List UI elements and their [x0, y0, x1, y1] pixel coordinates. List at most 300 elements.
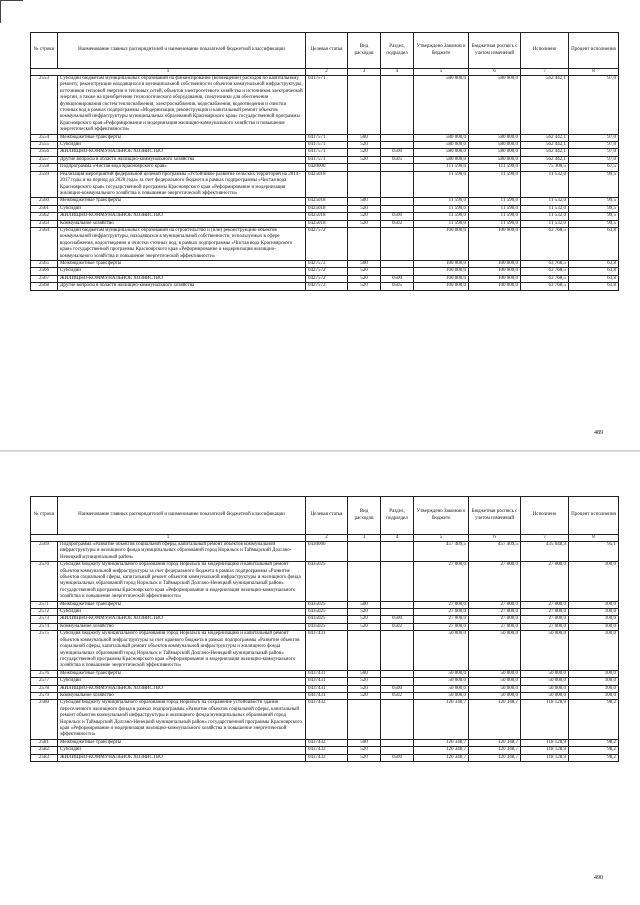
row-number: 2577: [31, 678, 58, 685]
row-percent: 95,1: [569, 542, 619, 562]
row-approved: 120 348,7: [414, 739, 469, 746]
row-list: 111 590,0: [469, 164, 521, 171]
row-percent: 97,0: [569, 134, 619, 141]
row-executed: 27 000,0: [521, 623, 569, 630]
row-approved: 120 348,7: [414, 700, 469, 739]
column-number: 6: [469, 69, 521, 76]
column-number: 5: [414, 535, 469, 542]
row-target: 0437432: [306, 700, 348, 739]
row-number: 2566: [31, 268, 58, 275]
row-approved: 50 000,0: [414, 692, 469, 699]
row-name: Коммунальное хозяйство: [58, 220, 306, 227]
row-number: 2569: [31, 542, 58, 562]
row-percent: 63,8: [569, 268, 619, 275]
column-number: 6: [469, 535, 521, 542]
row-expense-type: 520: [348, 754, 381, 761]
row-number: 2553: [31, 76, 58, 135]
column-number: 7: [521, 535, 569, 542]
header-list: Бюджетная роспись с учетом изменений: [469, 497, 521, 535]
row-percent: 99,5: [569, 205, 619, 212]
row-name: Другие вопросы в области жилищно-коммунального хозяйства: [58, 283, 306, 290]
header-name: Наименование главных распорядителей и наименование показателей бюджетной классификации: [58, 497, 306, 535]
row-section: 0505: [381, 283, 414, 290]
row-executed: 63 768,5: [521, 227, 569, 260]
header-expense-type: Вид расходов: [348, 33, 381, 69]
row-name: Межбюджетные трансферты: [58, 198, 306, 205]
row-section: 0502: [381, 692, 414, 699]
row-percent: 97,0: [569, 142, 619, 149]
header-approved: Утверждено Законом о бюджете: [414, 497, 469, 535]
row-percent: 67,5: [569, 164, 619, 171]
row-target: 0437431: [306, 678, 348, 685]
row-approved: 100 000,0: [414, 275, 469, 282]
row-approved: 11 590,0: [414, 220, 469, 227]
document-page-490: [0, 452, 640, 905]
row-number: 2567: [31, 275, 58, 282]
header-name: Наименование главных распорядителей и наименование показателей бюджетной классификации: [58, 33, 306, 69]
row-expense-type: 520: [348, 609, 381, 616]
row-approved: 50 000,0: [414, 678, 469, 685]
row-number: 2572: [31, 609, 58, 616]
row-number: 2568: [31, 283, 58, 290]
row-percent: 97,0: [569, 156, 619, 163]
row-approved: 11 590,0: [414, 205, 469, 212]
row-expense-type: 500: [348, 670, 381, 677]
budget-table: [30, 32, 619, 291]
row-approved: 580 000,0: [414, 76, 469, 135]
row-executed: 50 000,0: [521, 692, 569, 699]
row-executed: 63 768,5: [521, 268, 569, 275]
row-name: Субсидии: [58, 142, 306, 149]
column-number: 4: [381, 535, 414, 542]
row-target: 0437431: [306, 631, 348, 670]
row-list: 580 000,0: [469, 142, 521, 149]
table-row: [31, 739, 619, 746]
row-executed: 63 768,5: [521, 260, 569, 267]
row-target: 0425018: [306, 213, 348, 220]
row-executed: 11 532,0: [521, 205, 569, 212]
row-section: [381, 670, 414, 677]
row-percent: 100,0: [569, 623, 619, 630]
row-expense-type: 520: [348, 213, 381, 220]
row-percent: 99,5: [569, 213, 619, 220]
row-name: Подпрограмма «Чистая вода Красноярского края»: [58, 164, 306, 171]
row-section: [381, 198, 414, 205]
row-name: ЖИЛИЩНО-КОММУНАЛЬНОЕ ХОЗЯЙСТВО: [58, 213, 306, 220]
row-expense-type: [348, 227, 381, 260]
column-number-row: [31, 69, 619, 76]
column-number: 2: [306, 535, 348, 542]
row-percent: 63,8: [569, 283, 619, 290]
table-row: [31, 213, 619, 220]
row-section: 0500: [381, 213, 414, 220]
row-name: Межбюджетные трансферты: [58, 134, 306, 141]
row-number: 2562: [31, 213, 58, 220]
row-target: 0437431: [306, 685, 348, 692]
table-row: [31, 754, 619, 761]
row-target: 0417571: [306, 134, 348, 141]
table-row: [31, 149, 619, 156]
row-target: 0425018: [306, 171, 348, 198]
row-executed: 118 128,9: [521, 747, 569, 754]
row-target: 0437431: [306, 692, 348, 699]
row-list: 50 000,0: [469, 685, 521, 692]
row-list: 50 000,0: [469, 670, 521, 677]
column-number: 1: [31, 69, 306, 76]
table-row: [31, 562, 619, 601]
row-executed: 50 000,0: [521, 678, 569, 685]
row-target: 0417571: [306, 156, 348, 163]
row-expense-type: 520: [348, 616, 381, 623]
row-percent: 63,8: [569, 260, 619, 267]
row-name: ЖИЛИЩНО-КОММУНАЛЬНОЕ ХОЗЯЙСТВО: [58, 685, 306, 692]
row-expense-type: [348, 700, 381, 739]
row-number: 2583: [31, 754, 58, 761]
row-number: 2563: [31, 220, 58, 227]
scan-corner-mark: [0, 0, 23, 23]
header-percent: Процент исполнения: [569, 33, 619, 69]
row-approved: 100 000,0: [414, 283, 469, 290]
row-name: Межбюджетные трансферты: [58, 739, 306, 746]
row-name: Межбюджетные трансферты: [58, 260, 306, 267]
table-row: [31, 623, 619, 630]
row-approved: 50 000,0: [414, 631, 469, 670]
row-approved: 111 590,0: [414, 164, 469, 171]
table-row: [31, 609, 619, 616]
row-executed: 562 442,1: [521, 76, 569, 135]
row-name: Субсидии: [58, 678, 306, 685]
row-percent: 97,0: [569, 149, 619, 156]
row-executed: 562 442,1: [521, 149, 569, 156]
row-section: [381, 76, 414, 135]
row-number: 2571: [31, 601, 58, 608]
row-number: 2557: [31, 156, 58, 163]
row-list: 100 000,0: [469, 227, 521, 260]
row-section: [381, 134, 414, 141]
row-list: 50 000,0: [469, 631, 521, 670]
row-expense-type: [348, 542, 381, 562]
row-number: 2580: [31, 700, 58, 739]
row-executed: 50 000,0: [521, 670, 569, 677]
row-list: 100 000,0: [469, 275, 521, 282]
table-row: [31, 678, 619, 685]
row-executed: 63 768,5: [521, 275, 569, 282]
row-section: [381, 142, 414, 149]
row-section: 0500: [381, 685, 414, 692]
row-number: 2579: [31, 692, 58, 699]
row-executed: 27 000,0: [521, 562, 569, 601]
row-approved: 100 000,0: [414, 260, 469, 267]
row-section: [381, 268, 414, 275]
row-expense-type: 520: [348, 692, 381, 699]
row-approved: 27 000,0: [414, 562, 469, 601]
row-section: [381, 700, 414, 739]
row-list: 11 590,0: [469, 220, 521, 227]
row-name: Субсидии: [58, 609, 306, 616]
row-section: [381, 609, 414, 616]
row-list: 11 590,0: [469, 171, 521, 198]
row-list: 580 000,0: [469, 76, 521, 135]
document-page-489: [0, 0, 640, 450]
row-expense-type: 520: [348, 268, 381, 275]
row-number: 2564: [31, 227, 58, 260]
row-expense-type: 500: [348, 260, 381, 267]
header-section: Раздел, подраздел: [381, 497, 414, 535]
row-target: 0435025: [306, 623, 348, 630]
row-name: Другие вопросы в области жилищно-коммунального хозяйства: [58, 156, 306, 163]
table-row: [31, 601, 619, 608]
row-name: ЖИЛИЩНО-КОММУНАЛЬНОЕ ХОЗЯЙСТВО: [58, 275, 306, 282]
row-list: 50 000,0: [469, 678, 521, 685]
table-row: [31, 156, 619, 163]
row-approved: 11 590,0: [414, 213, 469, 220]
row-list: 100 000,0: [469, 283, 521, 290]
row-number: 2576: [31, 670, 58, 677]
column-number: 2: [306, 69, 348, 76]
header-row-no: № строки: [31, 497, 58, 535]
row-expense-type: [348, 631, 381, 670]
row-percent: 100,0: [569, 670, 619, 677]
row-number: 2570: [31, 562, 58, 601]
row-target: 0437432: [306, 747, 348, 754]
row-target: 0437432: [306, 754, 348, 761]
column-number: 3: [348, 69, 381, 76]
row-percent: 100,0: [569, 601, 619, 608]
row-target: 0425018: [306, 198, 348, 205]
row-target: 0435025: [306, 601, 348, 608]
row-list: 27 000,0: [469, 562, 521, 601]
row-approved: 50 000,0: [414, 685, 469, 692]
row-executed: 27 000,0: [521, 616, 569, 623]
row-list: 120 348,7: [469, 747, 521, 754]
row-expense-type: 500: [348, 739, 381, 746]
table-body: [31, 76, 619, 291]
row-number: 2556: [31, 149, 58, 156]
row-percent: 98,2: [569, 739, 619, 746]
row-percent: 63,8: [569, 275, 619, 282]
row-approved: 50 000,0: [414, 670, 469, 677]
row-approved: 11 590,0: [414, 198, 469, 205]
row-percent: 97,0: [569, 76, 619, 135]
row-expense-type: [348, 76, 381, 135]
row-section: 0500: [381, 616, 414, 623]
row-list: 120 348,7: [469, 700, 521, 739]
row-list: 580 000,0: [469, 134, 521, 141]
table-row: [31, 164, 619, 171]
row-target: 0437432: [306, 739, 348, 746]
row-list: 27 000,0: [469, 616, 521, 623]
row-section: [381, 739, 414, 746]
row-approved: 580 000,0: [414, 156, 469, 163]
row-target: 0435025: [306, 562, 348, 601]
row-target: 0420000: [306, 164, 348, 171]
row-expense-type: [348, 562, 381, 601]
column-number: 7: [521, 69, 569, 76]
row-approved: 27 000,0: [414, 616, 469, 623]
row-target: 0435025: [306, 616, 348, 623]
table-body: [31, 542, 619, 762]
row-target: 0430000: [306, 542, 348, 562]
row-list: 100 000,0: [469, 268, 521, 275]
row-target: 0435025: [306, 609, 348, 616]
row-section: [381, 171, 414, 198]
row-percent: 98,2: [569, 700, 619, 739]
row-list: 27 000,0: [469, 623, 521, 630]
header-section: Раздел, подраздел: [381, 33, 414, 69]
row-target: 0427572: [306, 275, 348, 282]
row-list: 11 590,0: [469, 213, 521, 220]
row-section: [381, 260, 414, 267]
row-expense-type: 520: [348, 142, 381, 149]
row-expense-type: [348, 171, 381, 198]
row-approved: 27 000,0: [414, 623, 469, 630]
row-section: 0500: [381, 275, 414, 282]
table-row: [31, 205, 619, 212]
row-approved: 100 000,0: [414, 227, 469, 260]
row-target: 0427572: [306, 227, 348, 260]
row-section: 0500: [381, 149, 414, 156]
row-executed: 562 442,1: [521, 156, 569, 163]
row-percent: 100,0: [569, 609, 619, 616]
row-list: 120 348,7: [469, 739, 521, 746]
column-number: 4: [381, 69, 414, 76]
row-approved: 11 590,0: [414, 171, 469, 198]
row-number: 2555: [31, 142, 58, 149]
row-section: [381, 601, 414, 608]
row-name: Субсидия бюджету муниципального образования город Норильск на модернизацию и капитальный ремонт объектов коммунальной инфраструктуры за счет федерального бюджета в рамках подпрограммы «Развитие объектов социальной сферы, капитальный ремонт объектов коммунальной инфраструктуры и жилищного фонда муниципальных образований город Норильск и Таймырский Долгано-Ненецкий муниципальный район» государственной программы Красноярского края «Реформирование и модернизация жилищно-коммунального хозяйства и повышение энергетической эффективности»: [58, 562, 306, 601]
row-percent: 100,0: [569, 562, 619, 601]
table-row: [31, 700, 619, 739]
row-list: 27 000,0: [469, 601, 521, 608]
header-percent: Процент исполнения: [569, 497, 619, 535]
row-approved: 100 000,0: [414, 268, 469, 275]
row-name: Субсидии: [58, 205, 306, 212]
row-section: 0505: [381, 156, 414, 163]
table-row: [31, 670, 619, 677]
table-row: [31, 227, 619, 260]
table-row: [31, 76, 619, 135]
row-expense-type: 520: [348, 205, 381, 212]
row-percent: 63,8: [569, 227, 619, 260]
row-name: ЖИЛИЩНО-КОММУНАЛЬНОЕ ХОЗЯЙСТВО: [58, 149, 306, 156]
column-number-row: [31, 535, 619, 542]
page-number: 490: [594, 875, 603, 881]
row-expense-type: 520: [348, 678, 381, 685]
table-row: [31, 142, 619, 149]
row-executed: 11 532,0: [521, 171, 569, 198]
row-approved: 27 000,0: [414, 609, 469, 616]
budget-table: [30, 496, 619, 762]
row-section: [381, 205, 414, 212]
row-name: Межбюджетные трансферты: [58, 670, 306, 677]
table-row: [31, 275, 619, 282]
row-approved: 580 000,0: [414, 149, 469, 156]
row-section: [381, 164, 414, 171]
row-name: Реализация мероприятий федеральной целевой программы «Устойчивое развитие сельских территорий на 2014–2017 годы и на период до 2020 года» за счет федерального бюджета в рамках подпрограммы «Чистая вода Красноярского края» государственной программы Красноярского края «Реформирование и модернизация жилищно-коммунального хозяйства и повышение энергетической эффективности»: [58, 171, 306, 198]
header-target: Целевая статья: [306, 497, 348, 535]
table-row: [31, 268, 619, 275]
row-name: ЖИЛИЩНО-КОММУНАЛЬНОЕ ХОЗЯЙСТВО: [58, 754, 306, 761]
row-section: [381, 678, 414, 685]
row-expense-type: 520: [348, 747, 381, 754]
row-executed: 562 442,1: [521, 134, 569, 141]
row-section: [381, 542, 414, 562]
row-list: 580 000,0: [469, 156, 521, 163]
row-executed: 50 000,0: [521, 631, 569, 670]
row-percent: 100,0: [569, 631, 619, 670]
row-number: 2554: [31, 134, 58, 141]
table-row: [31, 134, 619, 141]
table-row: [31, 171, 619, 198]
column-number: 8: [569, 69, 619, 76]
row-target: 0427572: [306, 268, 348, 275]
row-section: 0502: [381, 220, 414, 227]
row-approved: 580 000,0: [414, 142, 469, 149]
table-row: [31, 747, 619, 754]
header-executed: Исполнено: [521, 497, 569, 535]
row-approved: 120 348,7: [414, 747, 469, 754]
row-percent: 99,5: [569, 198, 619, 205]
row-name: Субсидии: [58, 268, 306, 275]
row-name: Субсидии бюджетам муниципальных образований на финансирование (возмещение) расходов по капитальному ремонту, реконструкции находящихся в муниципальной собственности объектов коммунальной инфраструктуры, источников тепловой энергии и тепловых сетей, объектов электросетевого хозяйства и источников электрической энергии, а также на приобретение технологического оборудования, спецтехники для обеспечения функционирования систем теплоснабжения, электроснабжения, водоснабжения, водоотведения и очистки сточных вод в рамках подпрограммы «Модернизация, реконструкция и капитальный ремонт объектов коммунальной инфраструктуры муниципальных образований Красноярского края» государственной программы Красноярского края «Реформирование и модернизация жилищно-коммунального хозяйства и повышение энергетической эффективности»: [58, 76, 306, 135]
row-target: 0425018: [306, 205, 348, 212]
row-section: [381, 562, 414, 601]
row-expense-type: 520: [348, 156, 381, 163]
row-target: 0437431: [306, 670, 348, 677]
row-section: 0500: [381, 754, 414, 761]
row-target: 0417571: [306, 76, 348, 135]
header-approved: Утверждено Законом о бюджете: [414, 33, 469, 69]
row-section: [381, 631, 414, 670]
row-executed: 27 000,0: [521, 601, 569, 608]
row-list: 11 590,0: [469, 198, 521, 205]
row-percent: 98,2: [569, 754, 619, 761]
table-row: [31, 260, 619, 267]
row-expense-type: 520: [348, 275, 381, 282]
row-list: 457 409,5: [469, 542, 521, 562]
row-name: Субсидии: [58, 747, 306, 754]
header-executed: Исполнено: [521, 33, 569, 69]
row-executed: 63 768,5: [521, 283, 569, 290]
row-executed: 562 442,1: [521, 142, 569, 149]
row-name: Коммунальное хозяйство: [58, 692, 306, 699]
row-executed: 75 300,5: [521, 164, 569, 171]
column-number: 1: [31, 535, 306, 542]
header-target: Целевая статья: [306, 33, 348, 69]
row-percent: 100,0: [569, 616, 619, 623]
column-number: 8: [569, 535, 619, 542]
row-list: 11 590,0: [469, 205, 521, 212]
row-target: 0427572: [306, 283, 348, 290]
row-target: 0425018: [306, 220, 348, 227]
row-number: 2561: [31, 205, 58, 212]
header-list: Бюджетная роспись с учетом изменений: [469, 33, 521, 69]
row-number: 2559: [31, 171, 58, 198]
row-number: 2575: [31, 631, 58, 670]
row-section: [381, 227, 414, 260]
row-number: 2565: [31, 260, 58, 267]
row-expense-type: 520: [348, 623, 381, 630]
table-row: [31, 616, 619, 623]
row-approved: 580 000,0: [414, 134, 469, 141]
row-expense-type: 520: [348, 685, 381, 692]
row-name: Коммунальное хозяйство: [58, 623, 306, 630]
row-approved: 27 000,0: [414, 601, 469, 608]
row-target: 0417571: [306, 142, 348, 149]
row-executed: 27 000,0: [521, 609, 569, 616]
row-name: Субсидия бюджету муниципального образования город Норильск на сохранение устойчивости здания переселенного жилищного фонда в рамках подпрограммы «Развитие объектов социальной сферы, капитальный ремонт объектов коммунальной инфраструктуры и жилищного фонда муниципальных образований город Норильск и Таймырский Долгано-Ненецкий муниципальный район» государственной программы Красноярского края «Реформирование и модернизация жилищно-коммунального хозяйства и повышение энергетической эффективности»: [58, 700, 306, 739]
row-executed: 118 128,9: [521, 700, 569, 739]
